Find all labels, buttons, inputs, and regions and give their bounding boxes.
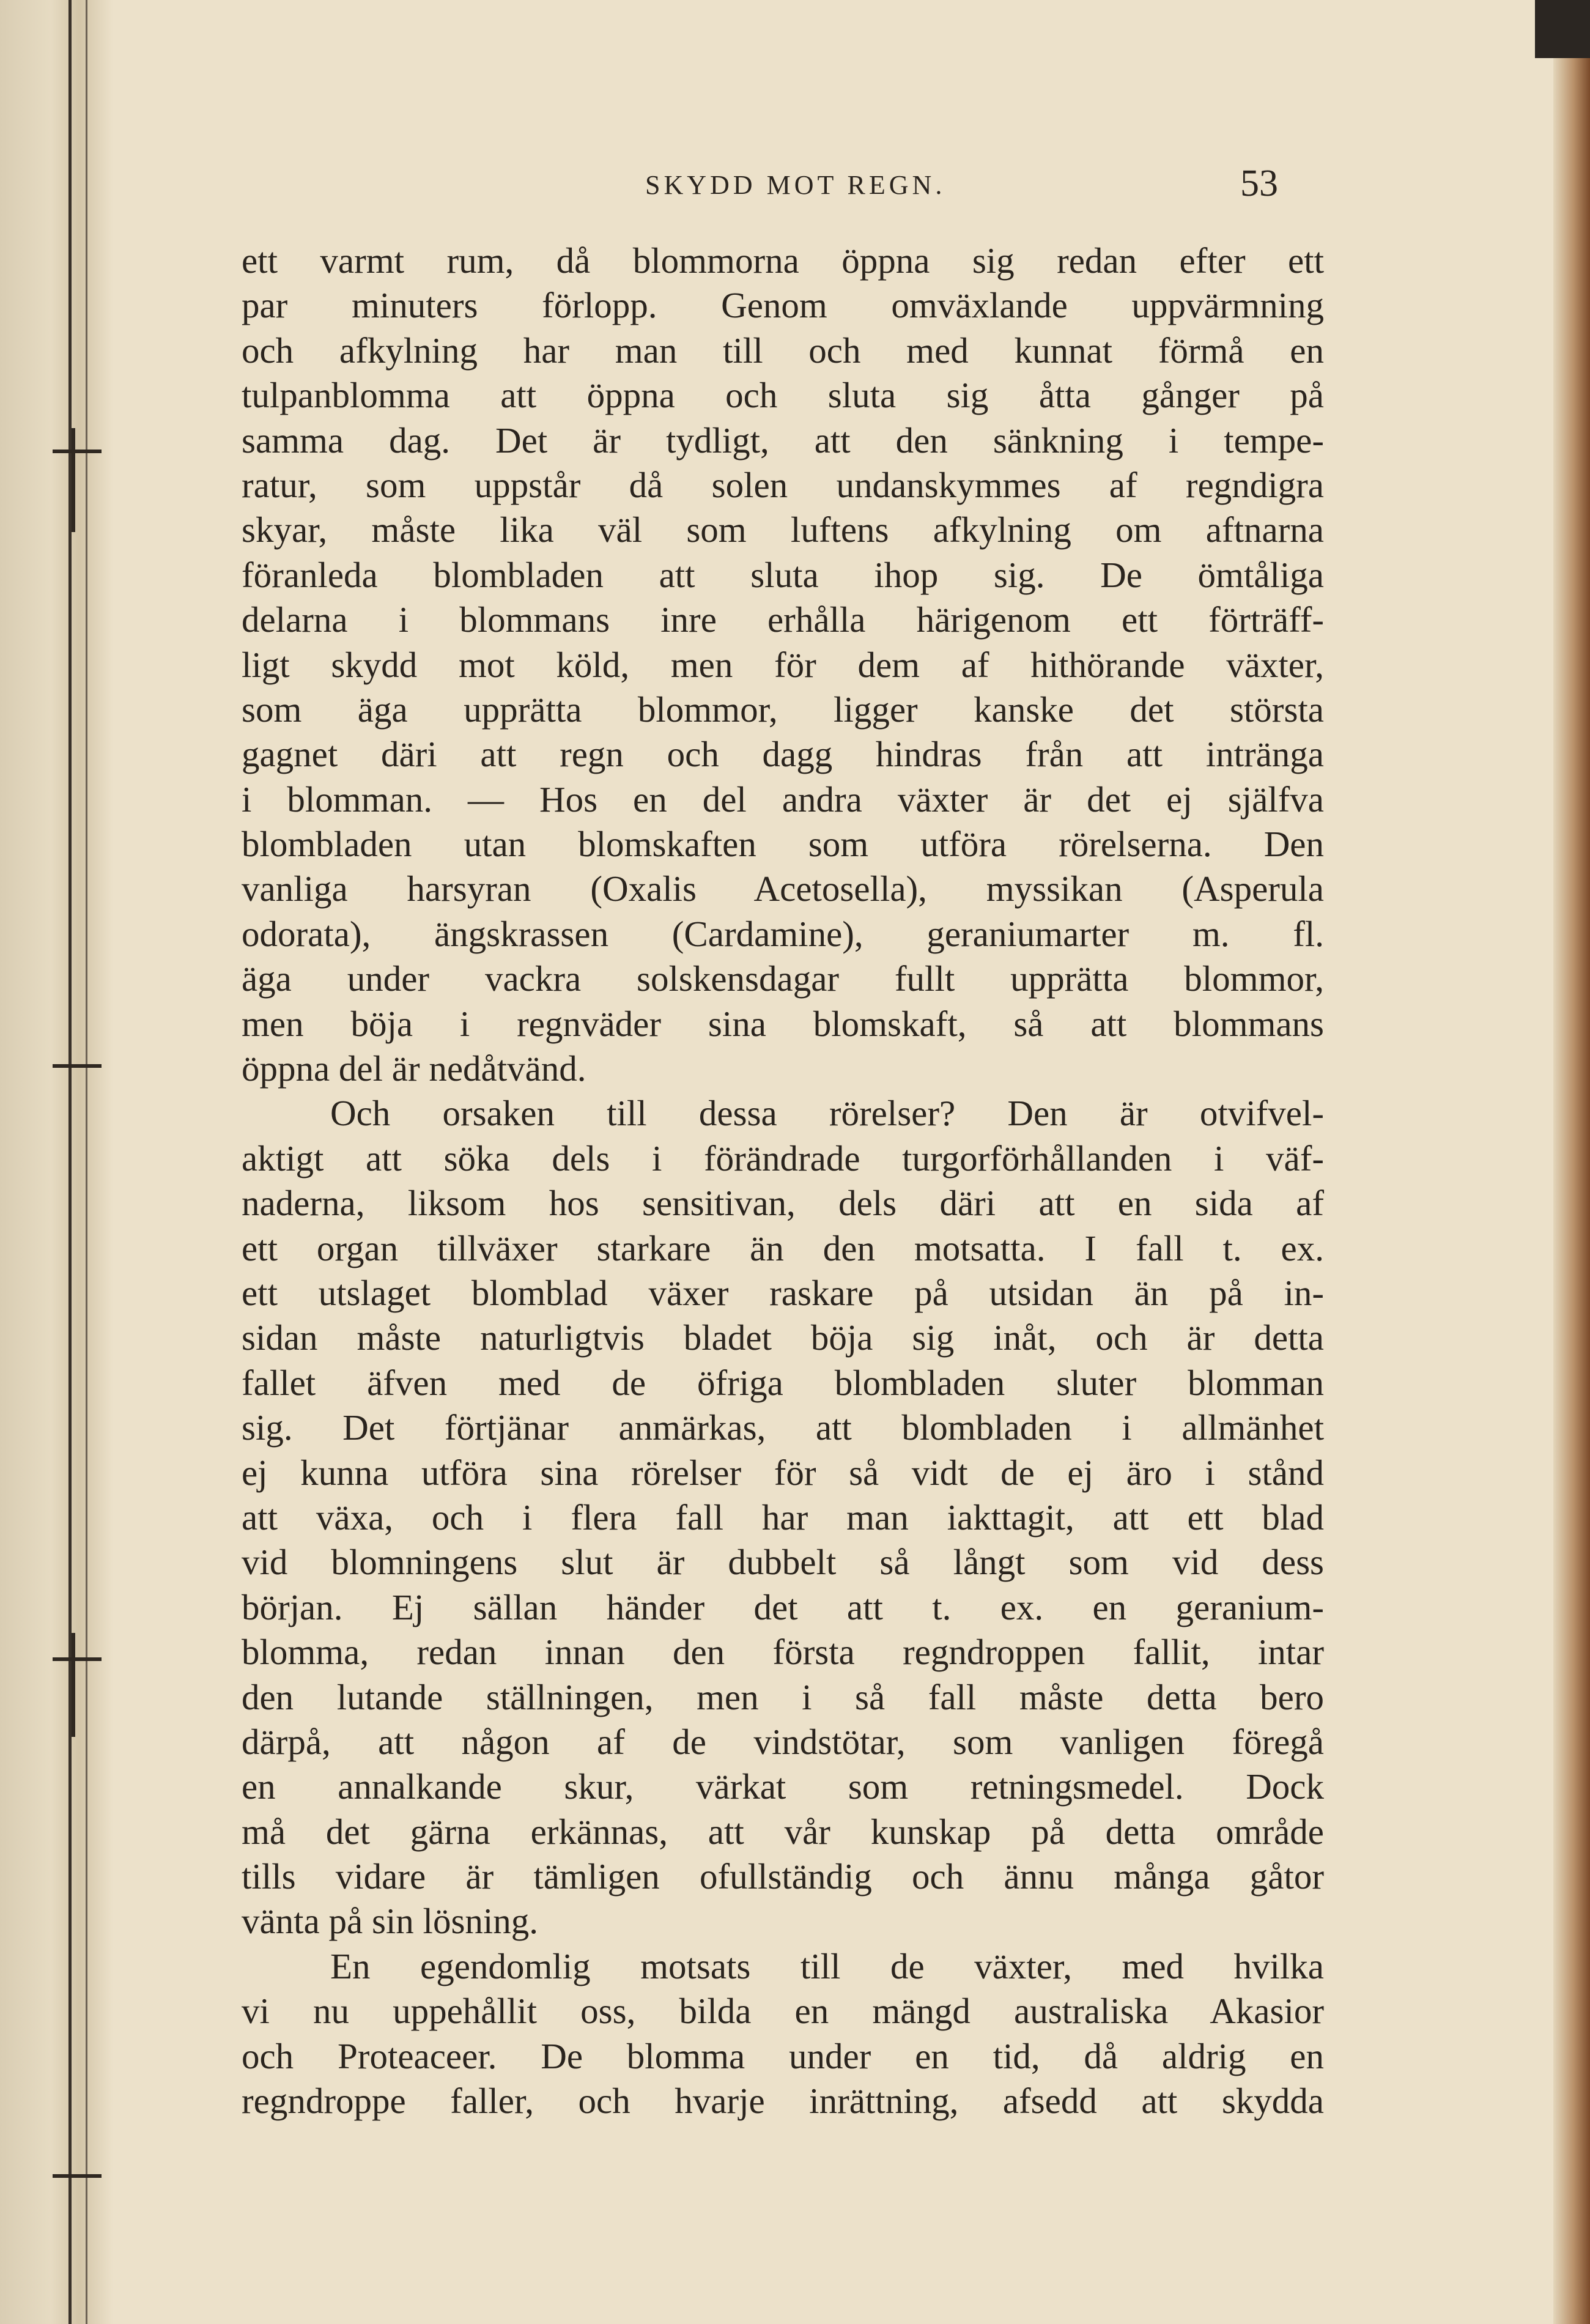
- binding-stitch: [53, 2174, 102, 2178]
- text-line: vanliga harsyran (Oxalis Acetosella), myssikan (Asperula: [242, 868, 1324, 909]
- text-line: gagnet däri att regn och dagg hindras från att intränga: [242, 734, 1324, 775]
- text-line: vid blomningens slut är dubbelt så långt som vid dess: [242, 1542, 1324, 1583]
- text-line: och Proteaceer. De blomma under en tid, då aldrig en: [242, 2035, 1324, 2076]
- text-line: att växa, och i flera fall har man iakttagit, att ett blad: [242, 1497, 1324, 1538]
- text-line: öppna del är nedåtvänd.: [242, 1048, 586, 1089]
- text-line: en annalkande skur, värkat som retningsmedel. Dock: [242, 1766, 1324, 1807]
- page-edge-corner: [1535, 0, 1590, 58]
- text-line: men böja i regnväder sina blomskaft, så att blommans: [242, 1003, 1324, 1044]
- text-line: fallet äfven med de öfriga blombladen sluter blomman: [242, 1362, 1324, 1403]
- text-line: tills vidare är tämligen ofullständig och ännu många gåtor: [242, 1856, 1324, 1897]
- text-line: par minuters förlopp. Genom omväxlande uppvärmning: [242, 285, 1324, 326]
- running-head: SKYDD MOT REGN.: [645, 170, 946, 200]
- text-line: blomma, redan innan den första regndroppen fallit, intar: [242, 1632, 1324, 1673]
- text-line: början. Ej sällan händer det att t. ex. en geranium-: [242, 1586, 1324, 1627]
- binding-stitch: [72, 1633, 75, 1737]
- text-line: sidan måste naturligtvis bladet böja sig inåt, och är detta: [242, 1317, 1324, 1358]
- text-line: sig. Det förtjänar anmärkas, att blombladen i allmänhet: [242, 1407, 1324, 1448]
- text-line: den lutande ställningen, men i så fall måste detta bero: [242, 1676, 1324, 1717]
- text-line: Och orsaken till dessa rörelser? Den är otvifvel-: [330, 1093, 1324, 1134]
- text-line: En egendomlig motsats till de växter, med hvilka: [330, 1945, 1324, 1986]
- page-body: [242, 239, 1324, 2123]
- text-line: vi nu uppehållit oss, bilda en mängd australiska Akasior: [242, 1991, 1324, 2032]
- text-line: aktigt att söka dels i förändrade turgorförhållanden i väf-: [242, 1138, 1324, 1179]
- text-line: ett varmt rum, då blommorna öppna sig redan efter ett: [242, 240, 1324, 281]
- binding-line: [68, 0, 72, 2324]
- binding-stitch: [53, 450, 102, 453]
- text-line: som äga upprätta blommor, ligger kanske det största: [242, 689, 1324, 730]
- text-line: odorata), ängskrassen (Cardamine), geraniumarter m. fl.: [242, 913, 1324, 954]
- book-page: [242, 156, 1324, 2123]
- text-line: äga under vackra solskensdagar fullt upprätta blommor,: [242, 958, 1324, 999]
- page-number: 53: [1240, 163, 1278, 204]
- text-line: föranleda blombladen att sluta ihop sig. De ömtåliga: [242, 554, 1324, 595]
- page-header: [242, 156, 1324, 211]
- binding-stitch: [53, 1657, 102, 1661]
- text-line: samma dag. Det är tydligt, att den sänkning i tempe-: [242, 420, 1324, 461]
- text-line: ett utslaget blomblad växer raskare på utsidan än på in-: [242, 1272, 1324, 1313]
- text-line: ligt skydd mot köld, men för dem af hithörande växter,: [242, 644, 1324, 685]
- text-line: naderna, liksom hos sensitivan, dels däri att en sida af: [242, 1183, 1324, 1224]
- text-line: blombladen utan blomskaften som utföra rörelserna. Den: [242, 824, 1324, 865]
- text-line: i blomman. — Hos en del andra växter är det ej själfva: [242, 779, 1324, 820]
- text-line: skyar, måste lika väl som luftens afkylning om aftnarna: [242, 509, 1324, 550]
- text-line: delarna i blommans inre erhålla härigenom ett förträff-: [242, 599, 1324, 640]
- text-line: må det gärna erkännas, att vår kunskap på detta område: [242, 1811, 1324, 1852]
- text-line: därpå, att någon af de vindstötar, som vanligen föregå: [242, 1721, 1324, 1762]
- text-line: och afkylning har man till och med kunnat förmå en: [242, 330, 1324, 371]
- book-gutter: [0, 0, 113, 2324]
- text-line: ratur, som uppstår då solen undanskymmes af regndigra: [242, 464, 1324, 505]
- text-line: ej kunna utföra sina rörelser för så vidt de ej äro i stånd: [242, 1452, 1324, 1493]
- text-line: tulpanblomma att öppna och sluta sig åtta gånger på: [242, 375, 1324, 416]
- binding-stitch: [53, 1064, 102, 1068]
- binding-stitch: [72, 428, 75, 532]
- text-line: regndroppe faller, och hvarje inrättning, afsedd att skydda: [242, 2081, 1324, 2122]
- page-edge: [1553, 0, 1590, 2324]
- binding-line-inner: [86, 0, 87, 2324]
- text-line: vänta på sin lösning.: [242, 1901, 539, 1942]
- text-line: ett organ tillväxer starkare än den motsatta. I fall t. ex.: [242, 1227, 1324, 1268]
